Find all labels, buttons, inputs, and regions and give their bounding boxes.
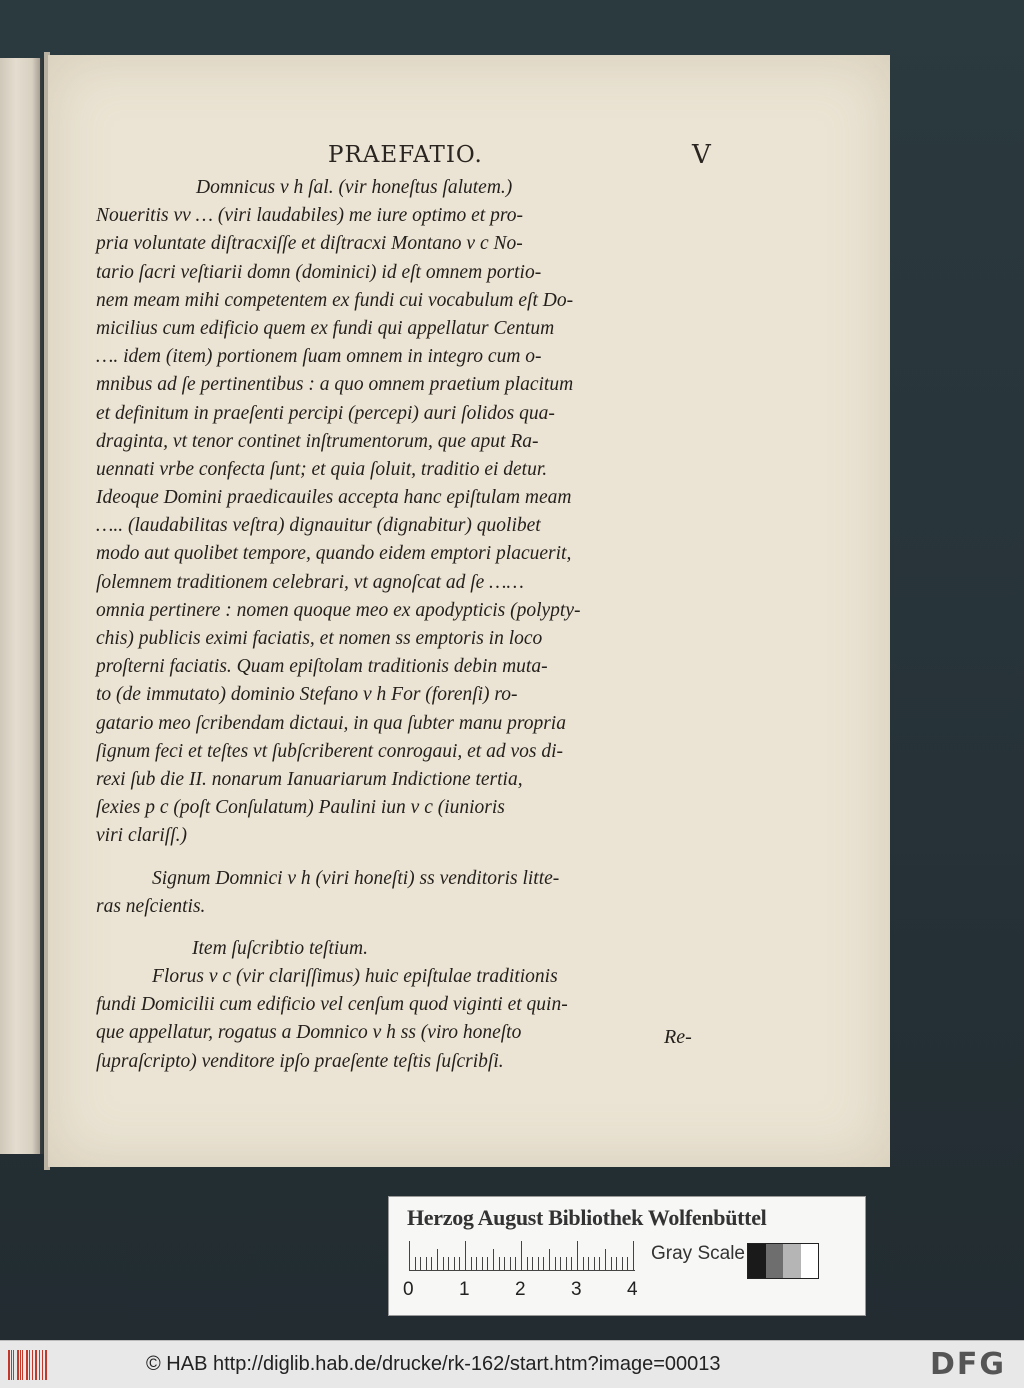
ruler-tick	[543, 1257, 544, 1271]
catchword: Re-	[664, 1026, 692, 1048]
ruler-tick	[622, 1257, 623, 1271]
grayscale-swatch	[783, 1244, 801, 1278]
ruler-tick	[504, 1257, 505, 1271]
footer-bar	[0, 1340, 1024, 1388]
ruler-tick	[465, 1241, 466, 1271]
ruler-number: 3	[571, 1279, 582, 1300]
ruler-tick	[599, 1257, 600, 1271]
text-line: que appellatur, rogatus a Domnico v h ss (viro honeſto	[96, 1022, 522, 1044]
text-line: Signum Domnici v h (viri honeſti) ss venditoris litte-	[152, 867, 560, 889]
paragraph-gap	[96, 921, 708, 935]
barcode-bar	[22, 1350, 23, 1380]
text-line: Domnicus v h ſal. (vir honeſtus ſalutem.)	[196, 177, 513, 198]
ruler-tick	[431, 1257, 432, 1271]
barcode-bar	[26, 1350, 28, 1380]
text-line: chis) publicis eximi faciatis, et nomen ss emptoris in loco	[96, 628, 543, 649]
text-line: ſignum feci et teſtes vt ſubſcriberent conrogaui, et ad vos di-	[96, 740, 563, 762]
ruler-tick	[555, 1257, 556, 1271]
ruler-tick	[633, 1241, 634, 1271]
ruler-tick	[571, 1257, 572, 1271]
text-line: omnia pertinere : nomen quoque meo ex apodypticis (polypty-	[96, 599, 581, 621]
grayscale-swatch	[748, 1244, 766, 1278]
barcode-icon	[8, 1350, 48, 1380]
barcode-bar	[35, 1350, 37, 1380]
ruler-tick	[611, 1257, 612, 1271]
section-heading: Item ſuſcribtio teſtium.	[192, 937, 369, 959]
text-line: Ideoque Domini praedicauiles accepta hanc epiſtulam meam	[96, 487, 572, 509]
ruler-tick	[532, 1257, 533, 1271]
text-line: draginta, vt tenor continet inſtrumentorum, que aput Ra-	[96, 430, 539, 452]
page-number: V	[692, 140, 711, 170]
left-facing-page	[0, 58, 42, 1154]
text-line: rexi ſub die II. nonarum Ianuariarum Indictione tertia,	[96, 768, 523, 790]
barcode-bar	[17, 1350, 19, 1380]
grayscale-swatches	[747, 1243, 819, 1279]
ruler-tick	[515, 1257, 516, 1271]
text-line: et definitum in praeſenti percipi (percepi) auri ſolidos qua-	[96, 402, 555, 424]
ruler-tick	[605, 1249, 606, 1271]
ruler-number: 2	[515, 1279, 526, 1300]
grayscale-swatch	[801, 1244, 819, 1278]
text-line: fundi Domicilii cum edificio vel cenſum quod viginti et quin-	[96, 994, 568, 1016]
ruler-number: 1	[459, 1279, 470, 1300]
ruler-numbers	[403, 1279, 643, 1301]
ruler-tick	[409, 1241, 410, 1271]
barcode-bar	[13, 1350, 14, 1380]
text-line: viri clariſſ.)	[96, 825, 187, 847]
ruler-tick	[420, 1257, 421, 1271]
ruler-tick	[510, 1257, 511, 1271]
ruler-tick	[538, 1257, 539, 1271]
barcode-bar	[39, 1350, 40, 1380]
barcode-bar	[8, 1350, 10, 1380]
text-line: modo aut quolibet tempore, quando eidem emptori placuerit,	[96, 543, 572, 565]
library-label	[388, 1196, 866, 1316]
ruler-tick	[454, 1257, 455, 1271]
ruler-tick	[487, 1257, 488, 1271]
text-line: ras neſcientis.	[96, 895, 206, 917]
barcode-bar	[29, 1350, 30, 1380]
ruler-tick	[415, 1257, 416, 1271]
ruler-tick	[476, 1257, 477, 1271]
text-line: ſolemnem traditionem celebrari, vt agnoſcat ad ſe ……	[96, 571, 524, 593]
copyright-link[interactable]: © HAB http://diglib.hab.de/drucke/rk-162/start.htm?image=00013	[146, 1353, 721, 1375]
ruler-tick	[560, 1257, 561, 1271]
grayscale-swatch	[766, 1244, 784, 1278]
barcode-bar	[45, 1350, 47, 1380]
barcode-bar	[11, 1350, 12, 1380]
text-line: proſterni faciatis. Quam epiſtolam traditionis debin muta-	[96, 656, 548, 678]
text-line: gatario meo ſcribendam dictaui, in qua ſubter manu propria	[96, 712, 566, 734]
ruler-tick	[627, 1257, 628, 1271]
text-line: Florus v c (vir clariſſimus) huic epiſtulae traditionis	[152, 966, 558, 988]
ruler-tick	[493, 1249, 494, 1271]
barcode-bar	[42, 1350, 43, 1380]
grayscale-label: Gray Scale	[651, 1243, 745, 1264]
ruler-tick	[443, 1257, 444, 1271]
barcode-bar	[20, 1350, 21, 1380]
ruler-tick	[583, 1257, 584, 1271]
text-line: mnibus ad ſe pertinentibus : a quo omnem praetium placitum	[96, 374, 574, 396]
text-line: ….. (laudabilitas veſtra) dignauitur (dignabitur) quolibet	[96, 515, 541, 537]
paragraph-gap	[96, 851, 708, 865]
ruler-tick	[437, 1249, 438, 1271]
ruler-number: 4	[627, 1279, 638, 1300]
ruler-tick	[527, 1257, 528, 1271]
ruler-tick	[482, 1257, 483, 1271]
scale-ruler	[409, 1241, 635, 1271]
text-line: …. idem (item) portionem ſuam omnem in integro cum o-	[96, 346, 542, 368]
ruler-tick	[521, 1241, 522, 1271]
ruler-tick	[459, 1257, 460, 1271]
ruler-tick	[426, 1257, 427, 1271]
text-line: ſexies p c (poſt Conſulatum) Paulini iun v c (iunioris	[96, 797, 505, 819]
text-line: Noueritis vv … (viri laudabiles) me iure optimo et pro-	[96, 205, 523, 227]
text-line: to (de immutato) dominio Stefano v h For (forenſi) ro-	[96, 684, 518, 706]
ruler-tick	[499, 1257, 500, 1271]
text-line: tario ſacri veſtiarii domn (dominici) id eſt omnem portio-	[96, 261, 542, 283]
running-title: PRAEFATIO.	[328, 142, 483, 168]
ruler-tick	[566, 1257, 567, 1271]
ruler-number: 0	[403, 1279, 414, 1300]
text-line: nem meam mihi competentem ex fundi cui vocabulum eſt Do-	[96, 289, 574, 311]
text-line: ſupraſcripto) venditore ipſo praeſente teſtis ſuſcribſi.	[96, 1050, 504, 1072]
ruler-tick	[616, 1257, 617, 1271]
page-header	[96, 142, 716, 178]
ruler-tick	[471, 1257, 472, 1271]
ruler-tick	[588, 1257, 589, 1271]
ruler-tick	[594, 1257, 595, 1271]
text-line: uennati vrbe confecta ſunt; et quia ſoluit, traditio ei detur.	[96, 458, 548, 480]
library-name: Herzog August Bibliothek Wolfenbüttel	[407, 1205, 767, 1230]
barcode-bar	[32, 1350, 33, 1380]
dfg-logo: DFG	[930, 1347, 1007, 1382]
text-line: pria voluntate diſtracxiſſe et diſtracxi Montano v c No-	[96, 233, 523, 255]
ruler-tick	[577, 1241, 578, 1271]
ruler-tick	[448, 1257, 449, 1271]
text-line: micilius cum edificio quem ex fundi qui appellatur Centum	[96, 317, 555, 339]
page-body	[96, 174, 708, 1076]
ruler-tick	[549, 1249, 550, 1271]
